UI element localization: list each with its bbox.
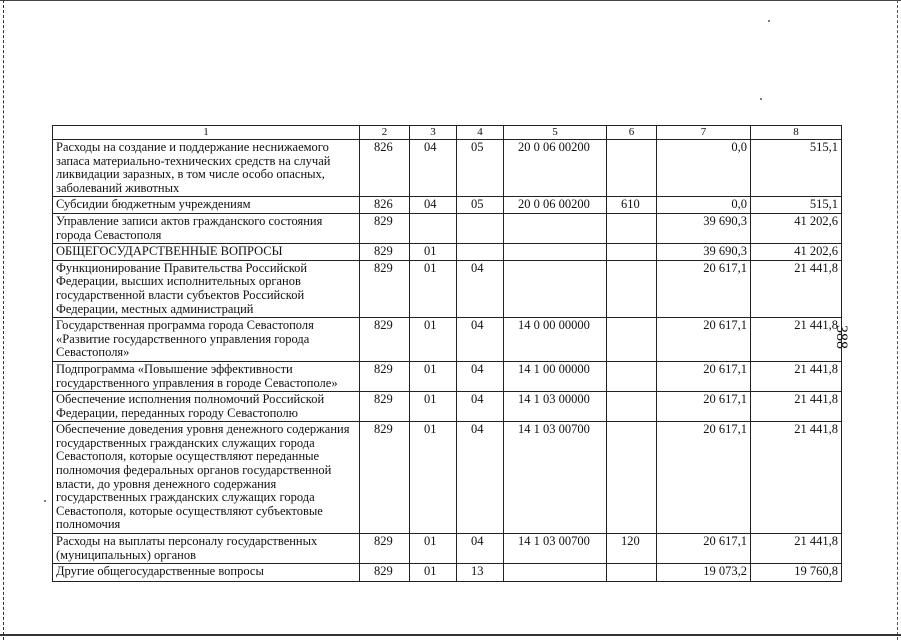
col-amount-year2: 21 441,8 xyxy=(751,260,842,317)
col-section: 04 xyxy=(410,140,457,197)
col-target-article: 14 1 00 00000 xyxy=(504,361,607,391)
scan-edge-bottom xyxy=(0,634,901,636)
col-amount-year1: 20 617,1 xyxy=(657,260,751,317)
table-row xyxy=(53,197,842,214)
col-target-article: 14 1 03 00700 xyxy=(504,534,607,564)
col-target-article: 14 0 00 00000 xyxy=(504,318,607,362)
column-header: 2 xyxy=(360,126,410,140)
column-header: 4 xyxy=(457,126,504,140)
col-amount-year2: 21 441,8 xyxy=(751,318,842,362)
scan-edge-left xyxy=(3,0,4,640)
col-section: 01 xyxy=(410,361,457,391)
table-header-row xyxy=(53,126,842,140)
table-row xyxy=(53,361,842,391)
col-code-admin: 829 xyxy=(360,213,410,243)
col-code-admin: 829 xyxy=(360,244,410,261)
col-section: 01 xyxy=(410,318,457,362)
col-code-admin: 829 xyxy=(360,564,410,582)
col-code-admin: 829 xyxy=(360,534,410,564)
col-amount-year1: 0,0 xyxy=(657,197,751,214)
col-amount-year2: 41 202,6 xyxy=(751,244,842,261)
table-row xyxy=(53,564,842,582)
table-row xyxy=(53,213,842,243)
row-name: Обеспечение доведения уровня денежного содержания государственных гражданских служащих города Севастополя, которые осуществляют переданные полномочия федеральных органов государственной власти, до уровня денежного содержания государственных гражданских служащих города Севастополя, которые осуществляют субъектовые полномочия xyxy=(53,422,360,534)
col-target-article xyxy=(504,244,607,261)
col-amount-year2: 21 441,8 xyxy=(751,534,842,564)
col-target-article xyxy=(504,213,607,243)
column-header: 6 xyxy=(607,126,657,140)
col-amount-year1: 20 617,1 xyxy=(657,361,751,391)
col-expense-type xyxy=(607,392,657,422)
table-row xyxy=(53,318,842,362)
row-name: Обеспечение исполнения полномочий Российской Федерации, переданных городу Севастополю xyxy=(53,392,360,422)
col-amount-year1: 39 690,3 xyxy=(657,244,751,261)
col-amount-year2: 515,1 xyxy=(751,140,842,197)
page-number: 388 xyxy=(833,325,850,349)
table-row xyxy=(53,422,842,534)
col-amount-year1: 39 690,3 xyxy=(657,213,751,243)
row-name: Расходы на выплаты персоналу государственных (муниципальных) органов xyxy=(53,534,360,564)
col-amount-year2: 41 202,6 xyxy=(751,213,842,243)
col-target-article: 14 1 03 00700 xyxy=(504,422,607,534)
col-section: 01 xyxy=(410,392,457,422)
col-subsection: 04 xyxy=(457,422,504,534)
col-expense-type: 120 xyxy=(607,534,657,564)
col-target-article: 20 0 06 00200 xyxy=(504,197,607,214)
col-amount-year1: 19 073,2 xyxy=(657,564,751,582)
col-code-admin: 829 xyxy=(360,392,410,422)
col-section: 01 xyxy=(410,564,457,582)
table-row xyxy=(53,244,842,261)
col-expense-type: 610 xyxy=(607,197,657,214)
scan-edge-top xyxy=(0,0,901,1)
row-name: Функционирование Правительства Российской Федерации, высших исполнительных органов государственной власти субъектов Российской Федерации, местных администраций xyxy=(53,260,360,317)
column-header: 5 xyxy=(504,126,607,140)
col-amount-year2: 515,1 xyxy=(751,197,842,214)
col-subsection: 04 xyxy=(457,534,504,564)
table-row xyxy=(53,534,842,564)
col-expense-type xyxy=(607,140,657,197)
table-row xyxy=(53,140,842,197)
budget-table xyxy=(52,125,842,582)
row-name: Подпрограмма «Повышение эффективности государственного управления в городе Севастополе» xyxy=(53,361,360,391)
col-amount-year2: 21 441,8 xyxy=(751,422,842,534)
col-section: 01 xyxy=(410,260,457,317)
col-subsection: 04 xyxy=(457,392,504,422)
col-amount-year1: 0,0 xyxy=(657,140,751,197)
col-target-article: 20 0 06 00200 xyxy=(504,140,607,197)
col-amount-year1: 20 617,1 xyxy=(657,534,751,564)
col-code-admin: 829 xyxy=(360,422,410,534)
col-target-article: 14 1 03 00000 xyxy=(504,392,607,422)
col-expense-type xyxy=(607,422,657,534)
col-code-admin: 829 xyxy=(360,361,410,391)
col-subsection: 13 xyxy=(457,564,504,582)
col-subsection xyxy=(457,244,504,261)
col-code-admin: 826 xyxy=(360,197,410,214)
col-amount-year1: 20 617,1 xyxy=(657,392,751,422)
scan-edge-right xyxy=(897,0,898,640)
col-subsection: 04 xyxy=(457,361,504,391)
row-name: Другие общегосударственные вопросы xyxy=(53,564,360,582)
col-subsection: 04 xyxy=(457,260,504,317)
col-expense-type xyxy=(607,361,657,391)
table-row xyxy=(53,392,842,422)
col-amount-year2: 21 441,8 xyxy=(751,361,842,391)
column-header: 1 xyxy=(53,126,360,140)
col-section: 01 xyxy=(410,422,457,534)
column-header: 8 xyxy=(751,126,842,140)
row-name: Расходы на создание и поддержание неснижаемого запаса материально-технических средств на случай ликвидации заразных, в том числе особо опасных, заболеваний животных xyxy=(53,140,360,197)
col-subsection: 04 xyxy=(457,318,504,362)
row-name: Управление записи актов гражданского состояния города Севастополя xyxy=(53,213,360,243)
scan-speck xyxy=(768,20,770,22)
col-expense-type xyxy=(607,213,657,243)
table-row xyxy=(53,260,842,317)
column-header: 7 xyxy=(657,126,751,140)
col-expense-type xyxy=(607,564,657,582)
col-target-article xyxy=(504,564,607,582)
row-name: ОБЩЕГОСУДАРСТВЕННЫЕ ВОПРОСЫ xyxy=(53,244,360,261)
col-section xyxy=(410,213,457,243)
col-subsection xyxy=(457,213,504,243)
col-expense-type xyxy=(607,260,657,317)
col-section: 01 xyxy=(410,534,457,564)
col-code-admin: 829 xyxy=(360,318,410,362)
col-amount-year1: 20 617,1 xyxy=(657,422,751,534)
col-code-admin: 829 xyxy=(360,260,410,317)
col-code-admin: 826 xyxy=(360,140,410,197)
col-amount-year2: 19 760,8 xyxy=(751,564,842,582)
col-section: 01 xyxy=(410,244,457,261)
col-section: 04 xyxy=(410,197,457,214)
col-expense-type xyxy=(607,244,657,261)
col-expense-type xyxy=(607,318,657,362)
col-target-article xyxy=(504,260,607,317)
row-name: Государственная программа города Севастополя «Развитие государственного управления города Севастополя» xyxy=(53,318,360,362)
column-header: 3 xyxy=(410,126,457,140)
scan-speck xyxy=(44,500,46,502)
scan-speck xyxy=(760,98,762,100)
col-subsection: 05 xyxy=(457,140,504,197)
row-name: Субсидии бюджетным учреждениям xyxy=(53,197,360,214)
col-amount-year2: 21 441,8 xyxy=(751,392,842,422)
col-subsection: 05 xyxy=(457,197,504,214)
col-amount-year1: 20 617,1 xyxy=(657,318,751,362)
